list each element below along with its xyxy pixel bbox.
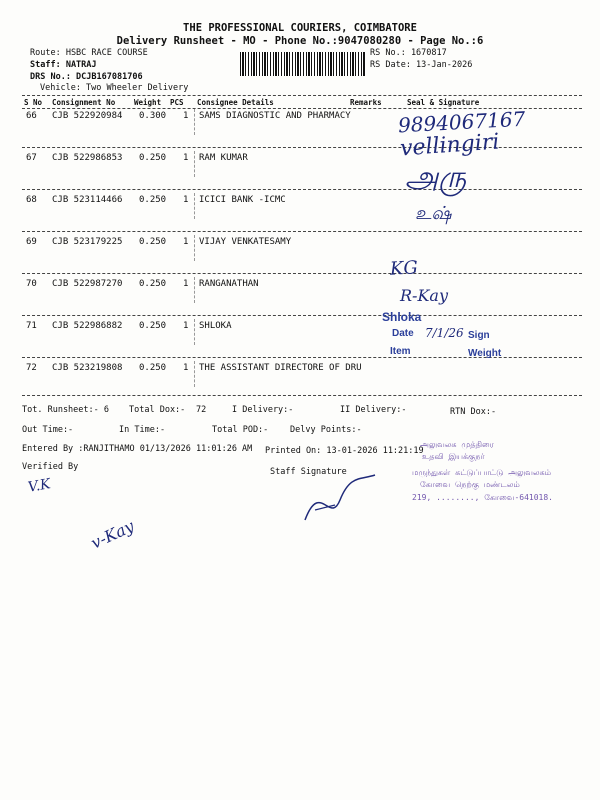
runsheet-subtitle: Delivery Runsheet - MO - Phone No.:9047080280 - Page No.:6 xyxy=(116,35,484,47)
table-row xyxy=(22,363,582,405)
row-pcs: 1 xyxy=(183,195,189,205)
row-weight: 0.250 xyxy=(139,279,167,289)
left-signature: v-Kay xyxy=(88,516,137,553)
col-consignment: Consignment No xyxy=(52,98,116,107)
row-sno: 70 xyxy=(26,279,37,289)
row-consignment: CJB 523179225 xyxy=(52,237,123,247)
row-pcs: 1 xyxy=(183,321,189,331)
row-consignee: SHLOKA xyxy=(199,321,232,331)
drs-number: DRS No.: DCJB167081706 xyxy=(30,72,143,82)
staff: Staff: NATRAJ xyxy=(30,60,97,70)
row-sno: 72 xyxy=(26,363,37,373)
delvy-points: Delvy Points:- xyxy=(290,425,362,435)
row-consignment: CJB 522987270 xyxy=(52,279,123,289)
stamp-sign-label: Sign xyxy=(468,330,490,341)
row-consignee: THE ASSISTANT DIRECTORE OF DRU xyxy=(199,363,362,373)
total-dox: Total Dox:- xyxy=(129,405,186,415)
row-consignee: SAMS DIAGNOSTIC AND PHARMACY xyxy=(199,111,351,121)
row-consignment: CJB 522986853 xyxy=(52,153,123,163)
row-consignee: RANGANATHAN xyxy=(199,279,259,289)
total-dox-value: 72 xyxy=(196,405,207,415)
stamp-item-label: Item xyxy=(390,346,411,357)
row-weight: 0.250 xyxy=(139,321,167,331)
total-runsheet: Tot. Runsheet:- 6 xyxy=(22,405,109,415)
company-title: THE PROFESSIONAL COURIERS, COIMBATORE xyxy=(183,22,417,34)
row-consignee: VIJAY VENKATESAMY xyxy=(199,237,292,247)
dru-stamp-line3: மருந்துகள் கட்டுப்பாட்டு அலுவலகம் xyxy=(412,468,552,477)
tamil-signature-67: அரு xyxy=(405,160,467,195)
stamp-weight-label: Weight xyxy=(468,348,502,359)
stamp-date-value: 7/1/26 xyxy=(425,326,464,340)
i-delivery: I Delivery:- xyxy=(232,405,294,415)
row-sno: 66 xyxy=(26,111,37,121)
row-sno: 67 xyxy=(26,153,37,163)
row-pcs: 1 xyxy=(183,111,189,121)
row-weight: 0.300 xyxy=(139,111,167,121)
row-consignment: CJB 523219808 xyxy=(52,363,123,373)
dru-stamp-line4: கோவை நெற்கு மண்டலம் xyxy=(420,480,520,489)
row-sno: 69 xyxy=(26,237,37,247)
row-weight: 0.250 xyxy=(139,153,167,163)
ii-delivery: II Delivery:- xyxy=(340,405,407,415)
route: Route: HSBC RACE COURSE xyxy=(30,48,148,58)
col-seal: Seal & Signature xyxy=(407,98,480,107)
stamp-date-label: Date xyxy=(392,328,414,339)
col-remarks: Remarks xyxy=(350,98,382,107)
staff-signature: Staff Signature xyxy=(270,467,347,477)
col-weight: Weight xyxy=(134,98,162,107)
tamil-signature-69: KG xyxy=(389,257,419,280)
row-consignment: CJB 523114466 xyxy=(52,195,123,205)
out-time: Out Time:- xyxy=(22,425,74,435)
dru-stamp-line5: 219, ........, கோவை-641018. xyxy=(412,493,553,502)
vehicle: Vehicle: Two Wheeler Delivery xyxy=(40,83,189,93)
handwritten-name-66: vellingiri xyxy=(399,129,501,162)
row-pcs: 1 xyxy=(183,237,189,247)
handwritten-phone: 9894067167 xyxy=(397,106,526,138)
row-sno: 68 xyxy=(26,195,37,205)
col-pcs: PCS xyxy=(170,98,184,107)
row-sno: 71 xyxy=(26,321,37,331)
total-pod: Total POD:- xyxy=(212,425,269,435)
row-consignee: ICICI BANK -ICMC xyxy=(199,195,286,205)
in-time: In Time:- xyxy=(119,425,166,435)
rs-date: RS Date: 13-Jan-2026 xyxy=(370,60,473,70)
row-pcs: 1 xyxy=(183,153,189,163)
rs-number: RS No.: 1670817 xyxy=(370,48,447,58)
printed-on: Printed On: 13-01-2026 11:21:19 xyxy=(265,446,424,456)
verify-signature: V.K xyxy=(26,476,52,496)
rtn-dox: RTN Dox:- xyxy=(450,407,497,417)
col-consignee: Consignee Details xyxy=(197,98,274,107)
handwritten-name-70: R-Kay xyxy=(400,286,448,305)
row-pcs: 1 xyxy=(183,363,189,373)
dru-stamp-line1: அலுவலக முத்திரை xyxy=(420,440,494,449)
shloka-stamp-name: Shloka xyxy=(382,310,422,324)
entered-by: Entered By :RANJITHAMO 01/13/2026 11:01:26 AM xyxy=(22,444,253,454)
verified-by: Verified By xyxy=(22,462,79,472)
row-consignment: CJB 522986882 xyxy=(52,321,123,331)
row-weight: 0.250 xyxy=(139,363,167,373)
tamil-signature-68: உஷ் xyxy=(415,203,452,224)
row-consignee: RAM KUMAR xyxy=(199,153,248,163)
row-weight: 0.250 xyxy=(139,195,167,205)
col-sno: S No xyxy=(24,98,43,107)
barcode xyxy=(240,52,366,76)
row-pcs: 1 xyxy=(183,279,189,289)
dru-stamp-line2: உதவி இயக்குநர் xyxy=(422,452,485,461)
staff-signature-scrawl xyxy=(300,470,380,530)
row-consignment: CJB 522920984 xyxy=(52,111,123,121)
row-weight: 0.250 xyxy=(139,237,167,247)
